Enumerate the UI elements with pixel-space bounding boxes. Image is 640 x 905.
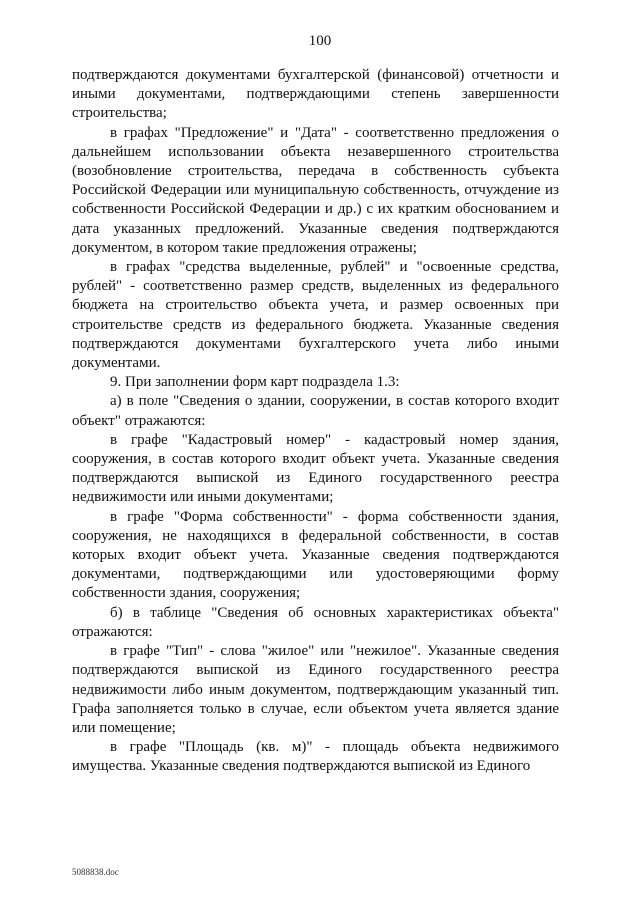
paragraph-continuation: подтверждаются документами бухгалтерской (финансовой) отчетности и иными документами, подтверждающими степень завершенности строительства; [72,67,559,122]
page-number: 100 [308,33,332,49]
paragraph-item-9a: а) в поле "Сведения о здании, сооружении, в состав которого входит объект" отражаются: [72,393,559,429]
paragraph-item-9: 9. При заполнении форм карт подраздела 1.3: [110,374,400,391]
paragraph-ownership-form: в графе "Форма собственности" - форма собственности здания, сооружения, не находящихся в федеральной собственности, в состав которых входит объект учета. Указанные сведения подтверждаются документами, подтверждающими или удостоверяющими форму собственности здания, сооружения; [72,508,559,602]
paragraph-area: в графе "Площадь (кв. м)" - площадь объекта недвижимого имущества. Указанные сведения подтверждаются выпиской из Единого [72,739,559,775]
paragraph-item-9b: б) в таблице "Сведения об основных характеристиках объекта" отражаются: [72,604,559,640]
paragraph-proposal-date: в графах "Предложение" и "Дата" - соответственно предложения о дальнейшем использовании объекта незавершенного строительства (возобновление строительства, передача в собственность субъекта Российской Федерации или муниципальную собственность, отчуждение из собственности Российской Федерации и др.) с их кратким обоснованием и дата указанных предложений. Указанные сведения подтверждаются документом, в котором такие предложения отражены; [72,124,559,256]
paragraph-type: в графе "Тип" - слова "жилое" или "нежилое". Указанные сведения подтверждаются выпиской из Единого государственного реестра недвижимости либо иным документом, подтверждающим указанный тип. Графа заполняется только в случае, если объектом учета является здание или помещение; [72,643,559,736]
footer-filename: 5088838.doc [72,867,119,877]
paragraph-cadastral-number: в графе "Кадастровый номер" - кадастровый номер здания, сооружения, в состав которого входит объект учета. Указанные сведения подтверждаются выпиской из Единого государственного реестра недвижимости или иными документами; [72,431,559,506]
paragraph-funds: в графах "средства выделенные, рублей" и "освоенные средства, рублей" - соответственно размер средств, выделенных из федерального бюджета на строительство объекта учета, и размер освоенных при строительстве средств из федерального бюджета. Указанные сведения подтверждаются документами бухгалтерского учета либо иными документами. [72,259,559,372]
document-body [72,66,559,777]
